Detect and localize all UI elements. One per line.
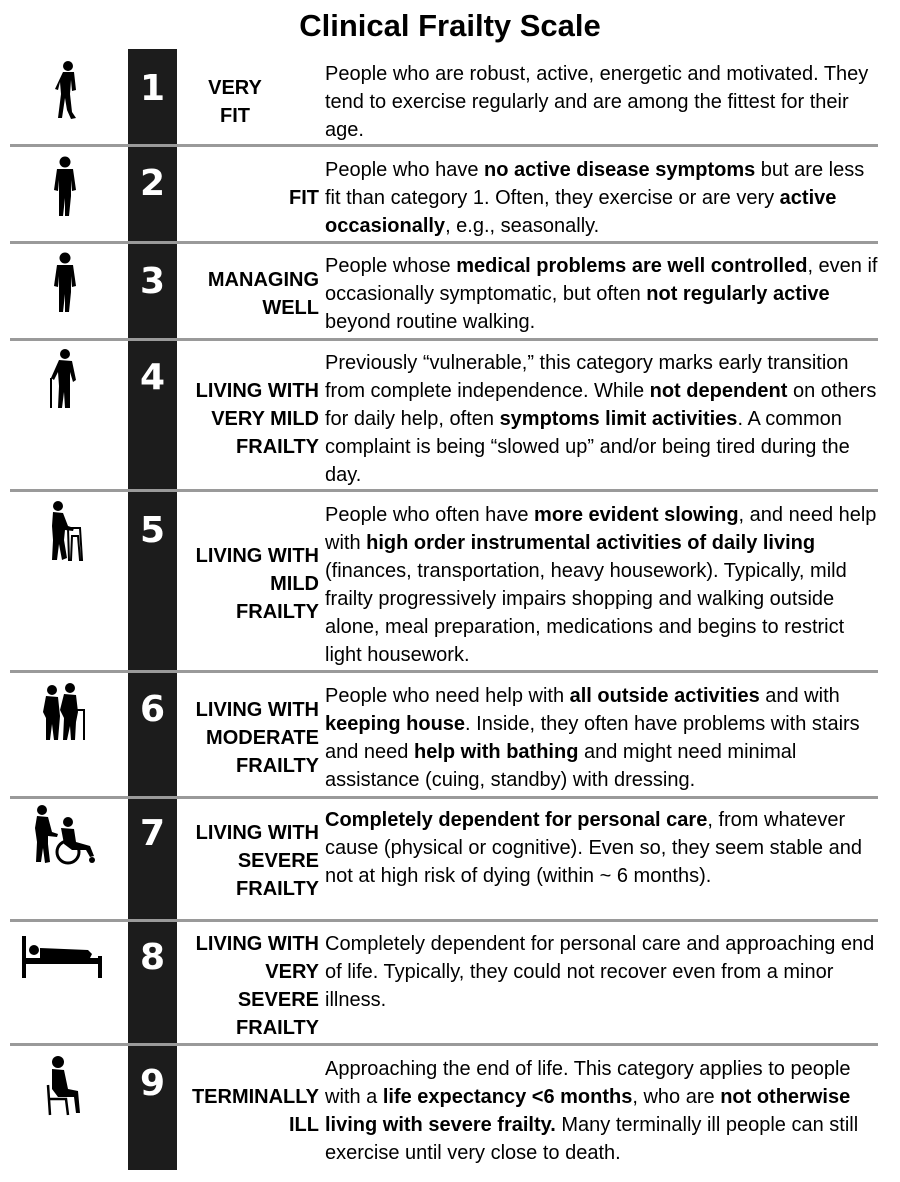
description-emphasis: not regularly active [646,283,830,305]
row-divider [10,670,878,673]
person-in-bed-icon [22,934,106,980]
category-label [180,74,290,130]
level-number: 3 [139,261,166,302]
wheelchair-icon [28,804,100,866]
category-label-line: FRAILTY [236,436,319,458]
description-text: People who are robust, active, energetic and motivated. They tend to exercise regularly and are among the fittest for their age. [325,63,874,141]
description-emphasis: medical problems are well controlled [456,255,808,277]
assisted-walking-icon [42,682,86,744]
level-number: 5 [139,510,166,551]
description-text: , who are [632,1086,721,1108]
description-text: People whose [325,255,457,277]
description-text: and with [759,685,846,707]
category-label-line: ILL [289,1114,319,1136]
category-label-line: VERY MILD [211,408,319,430]
category-label-line: VERY [265,961,319,983]
level-description [325,156,885,240]
category-label-line: FRAILTY [236,601,319,623]
seated-person-icon [44,1055,84,1117]
description-text: . Inside, they often have problems with stairs and need [325,713,866,763]
description-text: Many terminally ill people can still exercise until very close to death. [325,1114,864,1164]
level-description [325,806,885,890]
category-label-line: FIT [220,105,250,127]
level-description [325,682,885,794]
category-label [180,266,319,322]
description-text: , from whatever cause (physical or cognitive). Even so, they seem stable and not at high risk of dying (within ~ 6 months). [325,809,868,887]
description-emphasis: life expectancy <6 months [382,1086,633,1108]
description-text: People who often have [325,504,535,526]
level-description [325,60,885,144]
row-divider [10,1043,878,1046]
description-emphasis: help with bathing [413,741,579,763]
level-number: 4 [139,357,166,398]
level-number: 8 [139,937,166,978]
description-text: , and need help with [325,504,882,554]
level-number: 6 [139,689,166,730]
level-description [325,349,885,489]
description-text: , even if occasionally symptomatic, but often [325,255,884,305]
category-label-line: FRAILTY [236,755,319,777]
category-label-line: LIVING WITH [195,933,319,955]
category-label-line: SEVERE [237,850,319,872]
description-emphasis: more evident slowing [534,504,739,526]
description-emphasis: symptoms limit activities [499,408,738,430]
level-description [325,252,885,336]
description-text: People who need help with [325,685,570,707]
row-divider [10,489,878,492]
category-label-line: FRAILTY [236,1017,319,1039]
person-with-cane-icon [48,348,82,410]
description-text: Approaching the end of life. This category applies to people with a [325,1058,857,1108]
category-label [180,930,319,1042]
description-text: beyond routine walking. [325,283,836,333]
description-text: , e.g., seasonally. [445,215,600,237]
level-number-column [128,49,177,1170]
description-text: . A common complaint is being “slowed up” and/or being tired during the day. [325,408,856,486]
category-label [180,819,319,903]
category-label-line: LIVING WITH [195,699,319,721]
description-text: Previously “vulnerable,” this category marks early transition from complete independence. While [325,352,855,402]
category-label-line: LIVING WITH [195,822,319,844]
description-emphasis: keeping house [325,713,466,735]
level-description [325,1055,885,1167]
description-text: but are less fit than category 1. Often, they exercise or are very [325,159,870,209]
row-divider [10,796,878,799]
category-label-line: MILD [270,573,319,595]
category-label-line: TERMINALLY [191,1086,319,1108]
category-label-line: FRAILTY [236,878,319,900]
category-label-line: WELL [262,297,319,319]
category-label [180,377,319,461]
category-label [180,696,319,780]
category-label-line: SEVERE [237,989,319,1011]
level-description [325,501,885,669]
category-label-line: MANAGING [207,269,319,291]
level-number: 2 [139,163,166,204]
description-text: People who have [325,159,485,181]
level-number: 7 [139,813,166,854]
row-divider [10,144,878,147]
level-number: 9 [139,1063,166,1104]
row-divider [10,241,878,244]
walking-person-icon [52,60,82,122]
standing-person-icon [50,252,80,314]
category-label-line: FIT [289,187,319,209]
category-label [180,1083,319,1139]
description-text: Completely dependent for personal care and approaching end of life. Typically, they could not recover even from a minor illness. [325,933,880,1011]
description-emphasis: no active disease symptoms [484,159,756,181]
description-emphasis: active occasionally [325,187,837,237]
row-divider [10,919,878,922]
description-text: (finances, transportation, heavy housework). Typically, mild frailty progressively impairs shopping and walking outside alone, meal preparation, medications and begins to restrict light housework. [325,532,853,666]
row-divider [10,338,878,341]
description-text: and might need minimal assistance (cuing, standby) with dressing. [325,741,802,791]
description-emphasis: Completely dependent for personal care [325,809,708,831]
category-label-line: LIVING WITH [195,380,319,402]
level-number: 1 [139,68,166,109]
description-emphasis: not dependent [649,380,788,402]
category-label-line: VERY [208,77,262,99]
category-label [180,542,319,626]
page-title: Clinical Frailty Scale [299,8,601,43]
person-with-walker-icon [46,500,84,562]
category-label-line: LIVING WITH [195,545,319,567]
standing-person-icon [50,156,80,218]
level-description [325,930,885,1014]
description-text: on others for daily help, often [325,380,882,430]
category-label-line: MODERATE [206,727,319,749]
description-emphasis: not otherwise living with severe frailty. [325,1086,851,1136]
category-label [180,184,319,212]
description-emphasis: all outside activities [569,685,760,707]
description-emphasis: high order instrumental activities of daily living [366,532,816,554]
